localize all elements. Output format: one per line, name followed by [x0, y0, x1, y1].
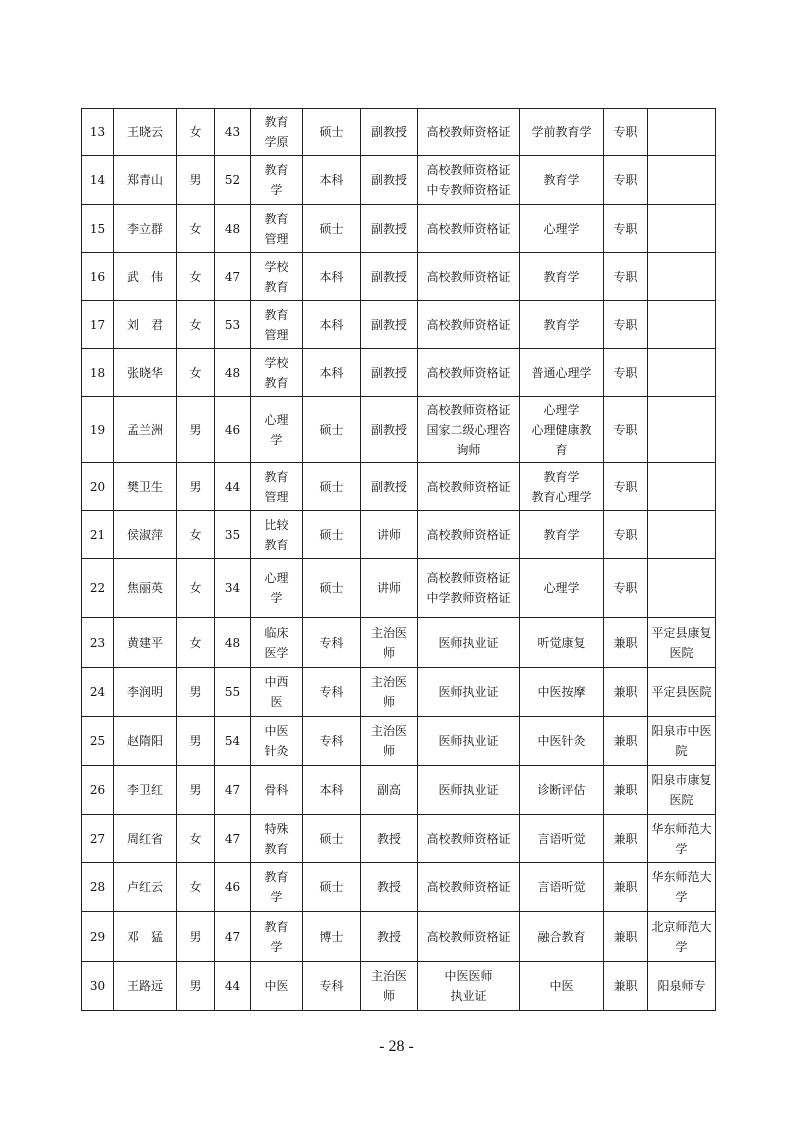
table-row	[82, 109, 716, 156]
table-row	[82, 863, 716, 912]
cell-degree: 专科	[303, 962, 361, 1011]
cell-no: 29	[82, 912, 114, 962]
cell-title: 教授	[361, 815, 418, 863]
cell-name: 武 伟	[114, 253, 177, 301]
cell-name: 焦丽英	[114, 559, 177, 618]
cell-age: 44	[215, 463, 251, 511]
table-row	[82, 156, 716, 205]
cell-title: 副教授	[361, 205, 418, 253]
cell-gender: 女	[177, 349, 215, 397]
cell-degree: 专科	[303, 717, 361, 766]
cell-gender: 男	[177, 962, 215, 1011]
cell-unit	[648, 511, 716, 559]
cell-degree: 硕士	[303, 205, 361, 253]
cell-major: 教育 管理	[251, 301, 303, 349]
cell-name: 李润明	[114, 668, 177, 717]
cell-title: 副教授	[361, 156, 418, 205]
cell-name: 孟兰洲	[114, 397, 177, 463]
cell-title: 教授	[361, 912, 418, 962]
cell-degree: 本科	[303, 156, 361, 205]
cell-type: 专职	[604, 397, 648, 463]
cell-subject: 听觉康复	[520, 618, 604, 668]
table-row	[82, 912, 716, 962]
cell-subject: 学前教育学	[520, 109, 604, 156]
cell-cert: 高校教师资格证	[418, 349, 520, 397]
cell-major: 教育 管理	[251, 463, 303, 511]
cell-degree: 硕士	[303, 815, 361, 863]
table-row	[82, 766, 716, 815]
cell-title: 主治医 师	[361, 668, 418, 717]
cell-gender: 男	[177, 717, 215, 766]
cell-major: 中西 医	[251, 668, 303, 717]
cell-degree: 博士	[303, 912, 361, 962]
cell-title: 副教授	[361, 463, 418, 511]
cell-title: 教授	[361, 863, 418, 912]
cell-cert: 高校教师资格证	[418, 301, 520, 349]
cell-age: 44	[215, 962, 251, 1011]
cell-cert: 高校教师资格证	[418, 253, 520, 301]
cell-degree: 硕士	[303, 559, 361, 618]
cell-unit	[648, 301, 716, 349]
cell-age: 54	[215, 717, 251, 766]
cell-no: 13	[82, 109, 114, 156]
cell-no: 16	[82, 253, 114, 301]
cell-unit	[648, 156, 716, 205]
cell-no: 18	[82, 349, 114, 397]
cell-title: 副教授	[361, 109, 418, 156]
cell-unit	[648, 253, 716, 301]
cell-type: 兼职	[604, 766, 648, 815]
cell-name: 王晓云	[114, 109, 177, 156]
cell-major: 教育 管理	[251, 205, 303, 253]
cell-no: 25	[82, 717, 114, 766]
cell-degree: 硕士	[303, 463, 361, 511]
cell-name: 卢红云	[114, 863, 177, 912]
cell-major: 学校 教育	[251, 253, 303, 301]
cell-type: 专职	[604, 109, 648, 156]
cell-age: 47	[215, 912, 251, 962]
cell-age: 47	[215, 253, 251, 301]
cell-major: 教育 学	[251, 912, 303, 962]
table-row	[82, 397, 716, 463]
cell-subject: 教育学 教育心理学	[520, 463, 604, 511]
cell-subject: 心理学	[520, 205, 604, 253]
cell-degree: 本科	[303, 301, 361, 349]
cell-no: 14	[82, 156, 114, 205]
cell-type: 兼职	[604, 962, 648, 1011]
cell-major: 心理 学	[251, 397, 303, 463]
cell-name: 樊卫生	[114, 463, 177, 511]
cell-name: 王路远	[114, 962, 177, 1011]
cell-age: 48	[215, 618, 251, 668]
cell-unit	[648, 559, 716, 618]
cell-age: 35	[215, 511, 251, 559]
cell-degree: 硕士	[303, 397, 361, 463]
cell-no: 24	[82, 668, 114, 717]
cell-age: 55	[215, 668, 251, 717]
cell-age: 52	[215, 156, 251, 205]
cell-subject: 中医按摩	[520, 668, 604, 717]
cell-major: 教育 学	[251, 863, 303, 912]
cell-subject: 言语听觉	[520, 815, 604, 863]
cell-no: 23	[82, 618, 114, 668]
cell-type: 专职	[604, 463, 648, 511]
cell-subject: 教育学	[520, 301, 604, 349]
cell-type: 专职	[604, 349, 648, 397]
cell-name: 周红省	[114, 815, 177, 863]
cell-gender: 女	[177, 301, 215, 349]
cell-gender: 女	[177, 618, 215, 668]
cell-gender: 男	[177, 156, 215, 205]
cell-type: 专职	[604, 511, 648, 559]
cell-age: 46	[215, 397, 251, 463]
cell-subject: 融合教育	[520, 912, 604, 962]
cell-no: 22	[82, 559, 114, 618]
cell-type: 专职	[604, 205, 648, 253]
cell-cert: 高校教师资格证	[418, 463, 520, 511]
cell-title: 副教授	[361, 301, 418, 349]
cell-cert: 医师执业证	[418, 668, 520, 717]
cell-name: 郑青山	[114, 156, 177, 205]
table-row	[82, 301, 716, 349]
cell-unit: 平定县康复 医院	[648, 618, 716, 668]
cell-name: 侯淑萍	[114, 511, 177, 559]
cell-unit	[648, 397, 716, 463]
cell-title: 副教授	[361, 397, 418, 463]
cell-subject: 教育学	[520, 511, 604, 559]
cell-title: 副高	[361, 766, 418, 815]
cell-major: 教育 学	[251, 156, 303, 205]
cell-degree: 专科	[303, 668, 361, 717]
cell-unit: 华东师范大 学	[648, 815, 716, 863]
table-row	[82, 717, 716, 766]
cell-degree: 硕士	[303, 511, 361, 559]
cell-gender: 女	[177, 863, 215, 912]
cell-degree: 本科	[303, 253, 361, 301]
cell-gender: 女	[177, 109, 215, 156]
cell-type: 兼职	[604, 815, 648, 863]
cell-unit: 阳泉市中医 院	[648, 717, 716, 766]
cell-subject: 心理学	[520, 559, 604, 618]
table-row	[82, 815, 716, 863]
cell-type: 专职	[604, 253, 648, 301]
staff-table	[81, 108, 716, 1011]
cell-age: 53	[215, 301, 251, 349]
cell-age: 47	[215, 766, 251, 815]
cell-gender: 女	[177, 559, 215, 618]
cell-degree: 本科	[303, 349, 361, 397]
table-row	[82, 618, 716, 668]
cell-title: 讲师	[361, 511, 418, 559]
cell-type: 兼职	[604, 863, 648, 912]
cell-cert: 高校教师资格证 国家二级心理咨 询师	[418, 397, 520, 463]
cell-name: 赵隋阳	[114, 717, 177, 766]
table-row	[82, 349, 716, 397]
cell-no: 17	[82, 301, 114, 349]
cell-major: 心理 学	[251, 559, 303, 618]
cell-title: 主治医 师	[361, 962, 418, 1011]
cell-title: 副教授	[361, 349, 418, 397]
cell-type: 兼职	[604, 618, 648, 668]
cell-gender: 男	[177, 463, 215, 511]
table-row	[82, 559, 716, 618]
cell-degree: 硕士	[303, 863, 361, 912]
cell-cert: 中医医师 执业证	[418, 962, 520, 1011]
staff-table-body	[82, 109, 716, 1011]
table-row	[82, 253, 716, 301]
cell-degree: 专科	[303, 618, 361, 668]
cell-type: 兼职	[604, 912, 648, 962]
cell-subject: 心理学 心理健康教 育	[520, 397, 604, 463]
cell-cert: 高校教师资格证	[418, 815, 520, 863]
cell-cert: 高校教师资格证	[418, 912, 520, 962]
cell-title: 主治医 师	[361, 717, 418, 766]
cell-unit	[648, 109, 716, 156]
cell-unit: 阳泉师专	[648, 962, 716, 1011]
cell-age: 34	[215, 559, 251, 618]
cell-no: 15	[82, 205, 114, 253]
cell-type: 兼职	[604, 717, 648, 766]
cell-type: 专职	[604, 156, 648, 205]
cell-major: 比较 教育	[251, 511, 303, 559]
cell-subject: 教育学	[520, 253, 604, 301]
cell-name: 张晓华	[114, 349, 177, 397]
cell-cert: 高校教师资格证	[418, 863, 520, 912]
cell-cert: 医师执业证	[418, 717, 520, 766]
cell-cert: 高校教师资格证 中专教师资格证	[418, 156, 520, 205]
cell-cert: 高校教师资格证	[418, 511, 520, 559]
cell-cert: 高校教师资格证 中学教师资格证	[418, 559, 520, 618]
cell-unit	[648, 349, 716, 397]
cell-subject: 教育学	[520, 156, 604, 205]
cell-unit: 阳泉市康复 医院	[648, 766, 716, 815]
cell-cert: 医师执业证	[418, 618, 520, 668]
table-row	[82, 463, 716, 511]
cell-no: 21	[82, 511, 114, 559]
cell-age: 43	[215, 109, 251, 156]
cell-cert: 高校教师资格证	[418, 109, 520, 156]
table-row	[82, 205, 716, 253]
cell-gender: 男	[177, 397, 215, 463]
cell-gender: 女	[177, 815, 215, 863]
cell-major: 教育 学原	[251, 109, 303, 156]
cell-title: 讲师	[361, 559, 418, 618]
table-row	[82, 962, 716, 1011]
cell-subject: 诊断评估	[520, 766, 604, 815]
cell-unit: 华东师范大 学	[648, 863, 716, 912]
cell-no: 20	[82, 463, 114, 511]
cell-gender: 男	[177, 766, 215, 815]
cell-name: 邓 猛	[114, 912, 177, 962]
cell-age: 48	[215, 349, 251, 397]
cell-cert: 医师执业证	[418, 766, 520, 815]
cell-no: 26	[82, 766, 114, 815]
cell-type: 专职	[604, 301, 648, 349]
cell-major: 学校 教育	[251, 349, 303, 397]
cell-subject: 普通心理学	[520, 349, 604, 397]
cell-name: 刘 君	[114, 301, 177, 349]
cell-title: 副教授	[361, 253, 418, 301]
cell-name: 黄建平	[114, 618, 177, 668]
cell-unit	[648, 463, 716, 511]
cell-major: 中医	[251, 962, 303, 1011]
cell-age: 47	[215, 815, 251, 863]
cell-subject: 中医	[520, 962, 604, 1011]
cell-unit: 平定县医院	[648, 668, 716, 717]
cell-major: 中医 针灸	[251, 717, 303, 766]
cell-subject: 中医针灸	[520, 717, 604, 766]
cell-cert: 高校教师资格证	[418, 205, 520, 253]
cell-name: 李卫红	[114, 766, 177, 815]
page-number: - 28 -	[379, 1038, 414, 1055]
cell-gender: 女	[177, 253, 215, 301]
cell-name: 李立群	[114, 205, 177, 253]
cell-degree: 硕士	[303, 109, 361, 156]
cell-gender: 女	[177, 511, 215, 559]
cell-type: 专职	[604, 559, 648, 618]
cell-gender: 男	[177, 668, 215, 717]
cell-age: 46	[215, 863, 251, 912]
cell-title: 主治医 师	[361, 618, 418, 668]
table-row	[82, 668, 716, 717]
cell-type: 兼职	[604, 668, 648, 717]
cell-no: 19	[82, 397, 114, 463]
cell-major: 临床 医学	[251, 618, 303, 668]
cell-major: 骨科	[251, 766, 303, 815]
table-row	[82, 511, 716, 559]
cell-age: 48	[215, 205, 251, 253]
cell-gender: 男	[177, 912, 215, 962]
cell-no: 28	[82, 863, 114, 912]
cell-gender: 女	[177, 205, 215, 253]
cell-degree: 本科	[303, 766, 361, 815]
cell-no: 27	[82, 815, 114, 863]
cell-no: 30	[82, 962, 114, 1011]
cell-subject: 言语听觉	[520, 863, 604, 912]
cell-major: 特殊 教育	[251, 815, 303, 863]
cell-unit	[648, 205, 716, 253]
cell-unit: 北京师范大 学	[648, 912, 716, 962]
